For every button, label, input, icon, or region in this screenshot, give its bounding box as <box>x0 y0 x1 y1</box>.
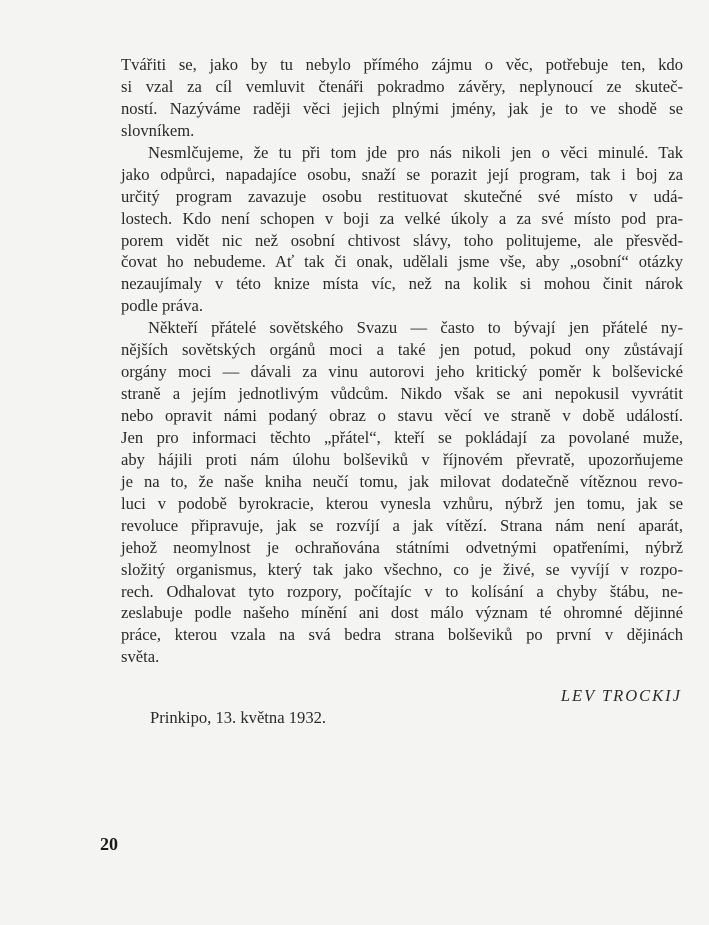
text-line: nějších sovětských orgánů moci a také jen potud, pokud ony zůstávají <box>121 340 683 360</box>
text-line: jehož neomylnost je ochraňována státními odvetnými opatřeními, nýbrž <box>121 537 683 557</box>
text-line: Nesmlčujeme, že tu při tom jde pro nás nikoli jen o věci minulé. Tak <box>148 142 683 162</box>
text-line: světa. <box>121 647 160 667</box>
text-line: luci v podobě byrokracie, kterou vynesla vzhůru, nýbrž jen tomu, jak se <box>121 493 683 513</box>
text-line: zeslabuje podle našeho mínění ani dost málo význam té ohromné dějinné <box>121 603 683 623</box>
text-line: slovníkem. <box>121 120 195 140</box>
text-line: Jen pro informaci těchto „přátel“, kteří se pokládají za povolané muže, <box>121 427 683 447</box>
text-line: rech. Odhalovat tyto rozpory, počítajíc v to kolísání a chyby štábu, ne- <box>121 581 683 601</box>
text-line: určitý program zavazuje osobu restituovat skutečné své místo v udá- <box>121 186 683 206</box>
text-line: porem vidět nic než osobní chtivost slávy, toho politujeme, ale přesvěd- <box>121 230 683 250</box>
text-line: lostech. Kdo není schopen v boji za velké úkoly a za své místo pod pra- <box>121 208 683 228</box>
text-line: si vzal za cíl vemluvit čtenáři pokradmo závěry, neplynoucí ze skuteč- <box>121 76 683 96</box>
text-line: Někteří přátelé sovětského Svazu — často to bývají jen přátelé ny- <box>148 318 683 338</box>
text-line: jako odpůrci, napadajíce osobu, snaží se porazit její program, tak i boj za <box>121 164 683 184</box>
text-line: orgány moci — dávali za vinu autorovi jeho kritický poměr k bolševické <box>121 362 683 382</box>
body-text <box>121 54 683 668</box>
text-line: podle práva. <box>121 296 204 316</box>
author-signature: LEV TROCKIJ <box>560 686 682 705</box>
text-line: čovat ho nebudeme. Ať tak či onak, udělali jsme vše, aby „osobní“ otázky <box>121 252 683 272</box>
place-and-date: Prinkipo, 13. května 1932. <box>150 708 327 727</box>
text-line: složitý organismus, který tak jako všechno, co je živé, se vyvíjí v rozpo- <box>121 559 683 579</box>
text-line: práce, kterou vzala na svá bedra strana bolševiků po první v dějinách <box>121 625 683 645</box>
text-line: ností. Nazýváme raději věci jejich plnými jmény, jak je to ve shodě se <box>121 98 683 118</box>
text-line: je na to, že naše kniha neučí tomu, jak milovat dodatečně vítěznou revo- <box>121 471 683 491</box>
page-number: 20 <box>100 834 118 854</box>
text-line: revoluce připravuje, jak se rozvíjí a jak vítězí. Strana nám není aparát, <box>121 515 683 535</box>
text-line: nebo opravit námi podaný obraz o stavu věcí ve straně v době událostí. <box>121 406 683 425</box>
text-line: straně a jejím jednotlivým vůdcům. Nikdo však se ani nepokusil vyvrátit <box>121 384 683 404</box>
text-line: nezaujímaly v této knize místa víc, než na kolik si mohou činit nárok <box>121 274 683 294</box>
text-line: aby hájili proti nám úlohu bolševiků v říjnovém převratě, upozorňujeme <box>121 449 683 469</box>
text-line: Tvářiti se, jako by tu nebylo přímého zájmu o věc, potřebuje ten, kdo <box>121 55 683 74</box>
